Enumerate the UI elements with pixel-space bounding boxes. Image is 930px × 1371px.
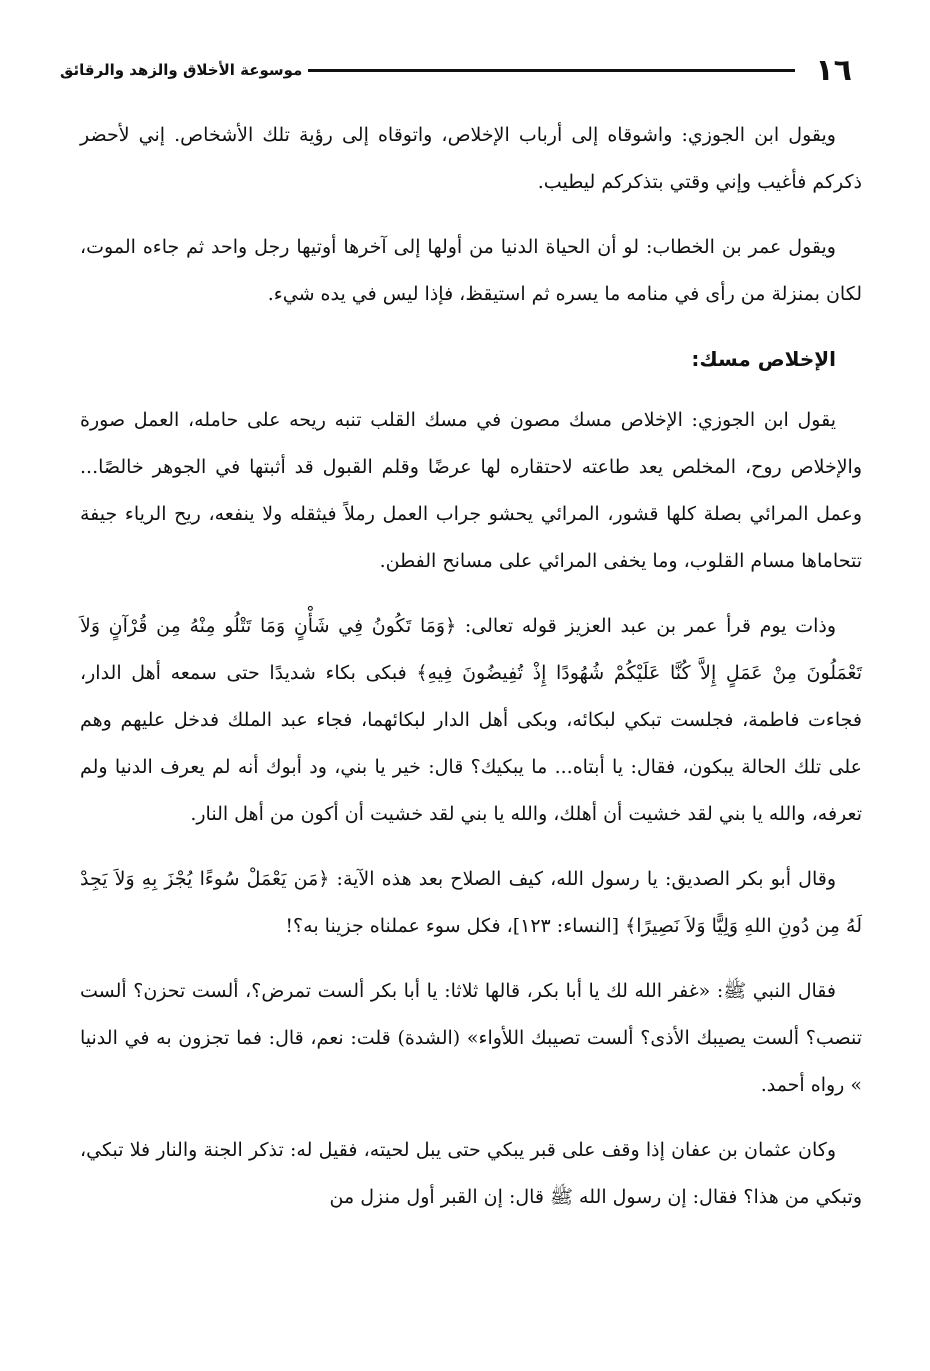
book-title: موسوعة الأخلاق والزهد والرقائق bbox=[60, 61, 303, 79]
page-body bbox=[80, 112, 862, 1239]
paragraph-uthman-ibn-affan: وكان عثمان بن عفان إذا وقف على قبر يبكي حتى يبل لحيته، فقيل له: تذكر الجنة والنار فلا تبكي، وتبكي من هذا؟ فقال: إن رسول الله ﷺ قال: إن القبر أول منزل من bbox=[80, 1139, 862, 1208]
header-divider bbox=[308, 69, 795, 72]
paragraph-ibn-al-jawzi-longing: ويقول ابن الجوزي: واشوقاه إلى أرباب الإخلاص، واتوقاه إلى رؤية تلك الأشخاص. إني لأحضر ذكركم فأغيب وإني وقتي بتذكركم ليطيب. bbox=[80, 124, 862, 193]
page-header bbox=[60, 50, 852, 90]
section-heading: الإخلاص مسك: bbox=[691, 347, 836, 371]
page-number: ١٦ bbox=[815, 52, 852, 88]
paragraph-umar-ibn-abd-al-aziz: وذات يوم قرأ عمر بن عبد العزيز قوله تعالى: ﴿وَمَا تَكُونُ فِي شَأْنٍ وَمَا تَتْلُو مِنْهُ مِن قُرْآنٍ وَلاَ تَعْمَلُونَ مِنْ عَمَلٍ إِلاَّ كُنَّا عَلَيْكُمْ شُهُودًا إِذْ تُفِيضُونَ فِيهِ﴾ فبكى بكاء شديدًا حتى سمعه أهل الدار، فجاءت فاطمة، فجلست تبكي لبكائه، وبكى أهل الدار لبكائهما، فجاء عبد الملك فدخل عليهم وهم على تلك الحالة يبكون، فقال: يا أبتاه... ما يبكيك؟ قال: خير يا بني، ود أبوك أنه لم يعرف الدنيا ولم تعرفه، والله يا بني لقد خشيت أن أهلك، والله يا بني لقد خشيت أن أكون من أهل النار. bbox=[80, 615, 863, 825]
paragraph-umar-ibn-al-khattab: ويقول عمر بن الخطاب: لو أن الحياة الدنيا من أولها إلى آخرها أوتيها رجل واحد ثم جاءه الموت، لكان بمنزلة من رأى في منامه ما يسره ثم استيقظ، فإذا ليس في يده شيء. bbox=[80, 236, 862, 305]
paragraph-prophet-answer: فقال النبي ﷺ: «غفر الله لك يا أبا بكر، قالها ثلاثا: يا أبا بكر ألست تمرض؟، ألست تحزن؟ ألست تنصب؟ ألست يصيبك الأذى؟ ألست تصيبك اللأواء» (الشدة) قلت: نعم، قال: فما تجزون به في الدنيا » رواه أحمد. bbox=[80, 980, 862, 1096]
paragraph-sincerity-musk: يقول ابن الجوزي: الإخلاص مسك مصون في مسك القلب تنبه ريحه على حامله، العمل صورة والإخلاص روح، المخلص يعد طاعته لاحتقاره لها عرضًا وقلم القبول قد أثبتها في الجوهر خالصًا... وعمل المرائي بصلة كلها قشور، المرائي يحشو جراب العمل رملاً فيثقله ولا ينفعه، ريح الرياء جيفة تتحاماها مسام القلوب، وما يخفى المرائي على مسانح الفطن. bbox=[80, 409, 862, 572]
paragraph-abu-bakr-question: وقال أبو بكر الصديق: يا رسول الله، كيف الصلاح بعد هذه الآية: ﴿مَن يَعْمَلْ سُوءًا يُجْزَ بِهِ وَلاَ يَجِدْ لَهُ مِن دُونِ اللهِ وَلِيًّا وَلاَ نَصِيرًا﴾ [النساء: ١٢٣]، فكل سوء عملناه جزينا به؟! bbox=[80, 868, 862, 937]
